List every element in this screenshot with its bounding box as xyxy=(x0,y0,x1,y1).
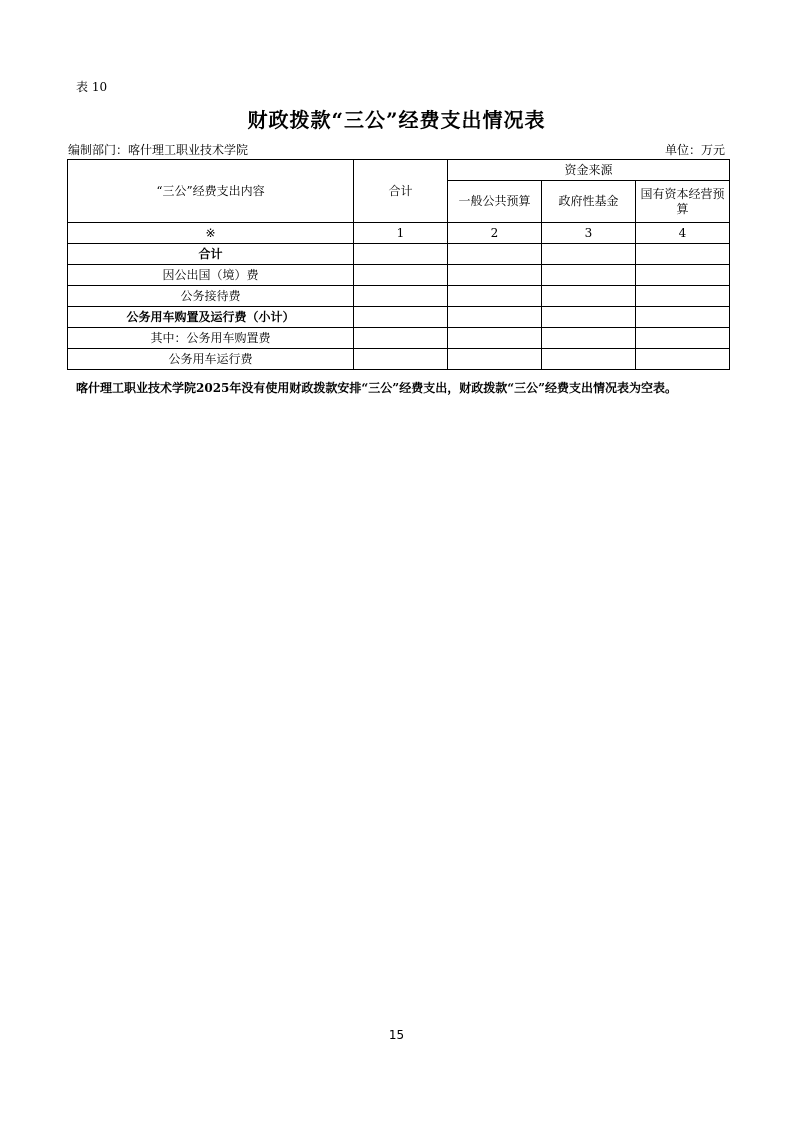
table-row-overseas xyxy=(68,265,730,286)
table-row-vehicle-purchase xyxy=(68,328,730,349)
table-cell xyxy=(636,349,730,370)
row-label: 合计 xyxy=(68,244,354,265)
table-row-vehicle-operation xyxy=(68,349,730,370)
header-row-1 xyxy=(68,160,730,181)
header-total: 合计 xyxy=(354,160,448,223)
table-cell xyxy=(636,244,730,265)
row-label: 公务用车购置及运行费（小计） xyxy=(68,307,354,328)
unit-label: 单位：万元 xyxy=(664,143,725,157)
table-cell xyxy=(354,328,448,349)
index-cell: 2 xyxy=(448,223,542,244)
table-cell xyxy=(354,349,448,370)
header-content: “三公”经费支出内容 xyxy=(68,160,354,223)
row-label: 公务用车运行费 xyxy=(68,349,354,370)
table-cell xyxy=(636,328,730,349)
row-label: 其中：公务用车购置费 xyxy=(68,328,354,349)
index-cell: 1 xyxy=(354,223,448,244)
page-number: 15 xyxy=(388,1028,405,1042)
header-gov-fund: 政府性基金 xyxy=(542,181,636,223)
table-cell xyxy=(542,328,636,349)
table-number: 表 10 xyxy=(76,80,108,94)
table-cell xyxy=(542,307,636,328)
table-row-total xyxy=(68,244,730,265)
explanatory-note: 喀什理工职业技术学院2025年没有使用财政拨款安排“三公”经费支出，财政拨款“三公”经费支出情况表为空表。 xyxy=(76,381,678,395)
row-label: 因公出国（境）费 xyxy=(68,265,354,286)
header-state-capital: 国有资本经营预算 xyxy=(636,181,730,223)
table-row-reception xyxy=(68,286,730,307)
expenditure-table xyxy=(67,159,730,370)
table-cell xyxy=(448,244,542,265)
table-cell xyxy=(354,286,448,307)
table-cell xyxy=(354,265,448,286)
header-general-budget: 一般公共预算 xyxy=(448,181,542,223)
table-cell xyxy=(448,328,542,349)
table-cell xyxy=(636,307,730,328)
table-cell xyxy=(448,265,542,286)
table-cell xyxy=(354,307,448,328)
table-cell xyxy=(448,286,542,307)
table-cell xyxy=(354,244,448,265)
table-cell xyxy=(448,307,542,328)
table-cell xyxy=(448,349,542,370)
table-cell xyxy=(636,286,730,307)
table-cell xyxy=(636,265,730,286)
table-cell xyxy=(542,265,636,286)
index-cell: ※ xyxy=(68,223,354,244)
table-cell xyxy=(542,286,636,307)
table-cell xyxy=(542,349,636,370)
page-title: 财政拨款“三公”经费支出情况表 xyxy=(247,108,546,132)
row-label: 公务接待费 xyxy=(68,286,354,307)
header-funding-source: 资金来源 xyxy=(448,160,730,181)
compiling-department: 编制部门：喀什理工职业技术学院 xyxy=(68,143,249,157)
table-row-vehicle-subtotal xyxy=(68,307,730,328)
table-cell xyxy=(542,244,636,265)
index-row xyxy=(68,223,730,244)
index-cell: 3 xyxy=(542,223,636,244)
index-cell: 4 xyxy=(636,223,730,244)
